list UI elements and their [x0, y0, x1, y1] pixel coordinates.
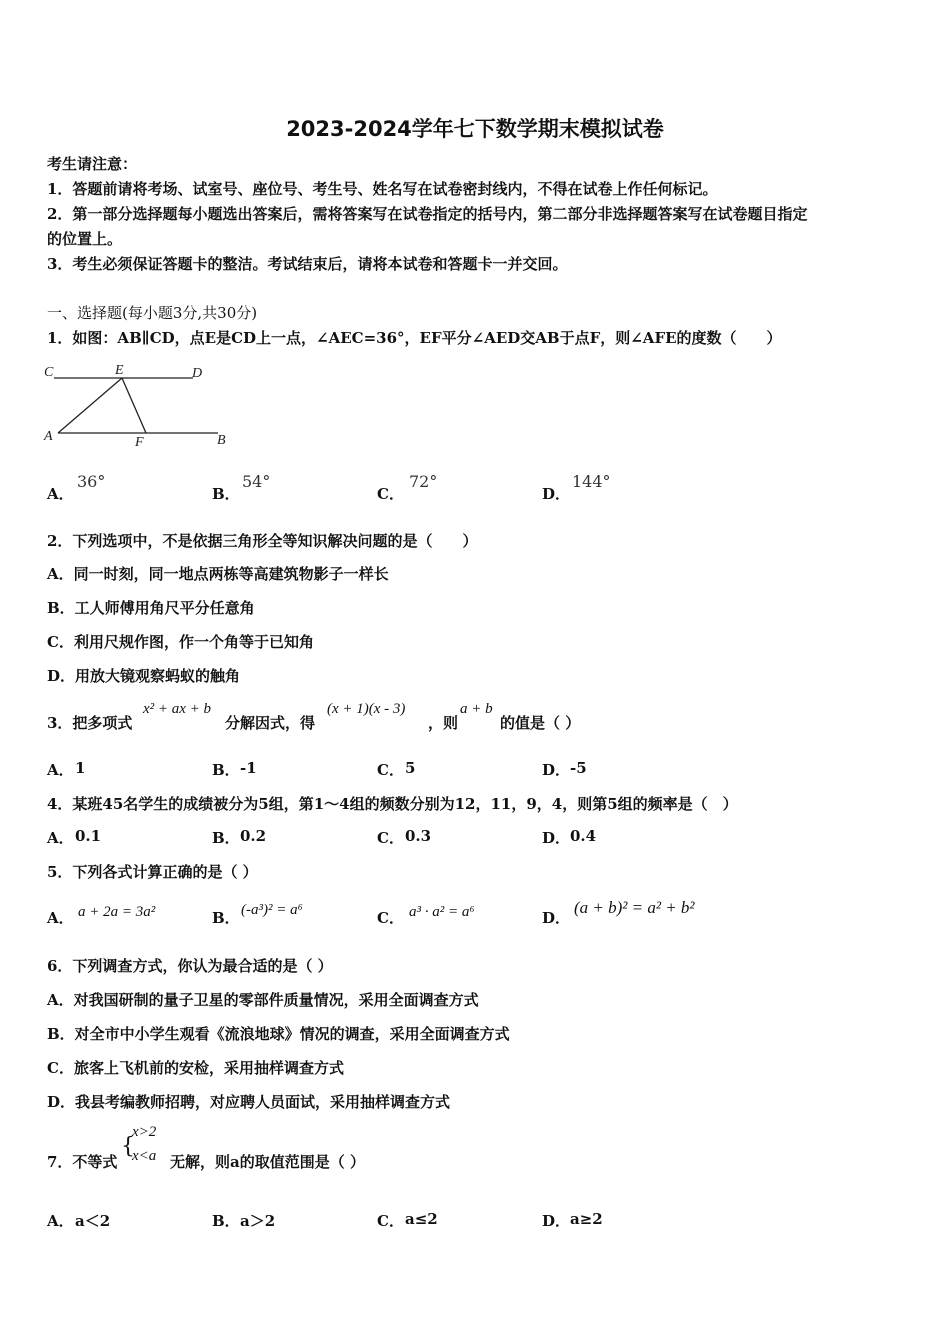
q3-option-label: B．	[212, 761, 240, 779]
q7-inequality-2: x<a	[132, 1148, 157, 1164]
q4-option-value: 0.4	[570, 827, 597, 845]
q1-option-label: D．	[542, 485, 571, 503]
q3-sum: a + b	[460, 701, 493, 717]
q3-prefix: 3．把多项式	[47, 714, 133, 732]
notice-heading: 考生请注意：	[47, 155, 138, 173]
segment-ef	[122, 378, 146, 433]
q1-figure	[40, 360, 240, 452]
label-e: E	[115, 363, 124, 378]
q4-option-label: D．	[542, 829, 571, 847]
q3-option-value: -1	[240, 759, 257, 777]
q6-option: D．我县考编教师招聘，对应聘人员面试，采用抽样调查方式	[47, 1093, 451, 1111]
q5-option-label: D．	[542, 909, 571, 927]
q4-option-label: C．	[377, 829, 404, 847]
q1-option-value: 144°	[572, 472, 611, 491]
label-a: A	[44, 429, 53, 444]
q3-option-value: -5	[570, 759, 587, 777]
q3-option-label: A．	[47, 761, 74, 779]
label-c: C	[44, 365, 54, 380]
q3-option-value: 5	[405, 759, 416, 777]
q5-option-value: (-a³)² = a⁶	[241, 902, 303, 918]
label-d: D	[192, 366, 203, 381]
q2-option: B．工人师傅用角尺平分任意角	[47, 599, 255, 617]
q5-option-value: a + 2a = 3a²	[78, 904, 156, 920]
q1-option-label: C．	[377, 485, 404, 503]
notice-item: 3．考生必须保证答题卡的整洁。考试结束后，请将本试卷和答题卡一并交回。	[47, 255, 568, 273]
q1-option-value: 36°	[77, 472, 106, 491]
notice-item: 的位置上。	[47, 230, 123, 248]
label-f: F	[135, 435, 144, 450]
q7-suffix: 无解，则a的取值范围是（ ）	[170, 1153, 365, 1171]
q1-option-value: 72°	[409, 472, 438, 491]
q2-stem: 2．下列选项中，不是依据三角形全等知识解决问题的是（ ）	[47, 532, 478, 550]
q1-option-label: B．	[212, 485, 240, 503]
q7-inequality-1: x>2	[132, 1124, 157, 1140]
q1-option-value: 54°	[242, 472, 271, 491]
q4-stem: 4．某班45名学生的成绩被分为5组，第1～4组的频数分别为12，11，9，4，则第5组的频率是（ ）	[47, 795, 738, 813]
q4-option-value: 0.3	[405, 827, 432, 845]
q3-factored: (x + 1)(x - 3)	[327, 701, 406, 717]
q4-option-label: A．	[47, 829, 74, 847]
q3-mid: 分解因式，得	[225, 714, 316, 732]
q4-option-label: B．	[212, 829, 240, 847]
q6-stem: 6．下列调查方式，你认为最合适的是（ ）	[47, 957, 333, 975]
q5-option-label: A．	[47, 909, 74, 927]
q2-option: C．利用尺规作图，作一个角等于已知角	[47, 633, 314, 651]
q5-stem: 5．下列各式计算正确的是（ ）	[47, 863, 258, 881]
q3-polynomial: x² + ax + b	[143, 701, 212, 717]
q5-option-value: a³ · a² = a⁶	[409, 904, 475, 920]
label-b: B	[217, 433, 226, 448]
q7-brace: {	[121, 1134, 135, 1159]
notice-item: 1．答题前请将考场、试室号、座位号、考生号、姓名写在试卷密封线内，不得在试卷上作任何标记。	[47, 180, 718, 198]
q4-option-value: 0.1	[75, 827, 102, 845]
q7-option-value: a＞2	[240, 1212, 276, 1230]
q5-option-label: B．	[212, 909, 240, 927]
q3-suffix: 的值是（ ）	[500, 714, 581, 732]
q7-prefix: 7．不等式	[47, 1153, 118, 1171]
q7-option-value: a≥2	[570, 1210, 603, 1228]
q4-option-value: 0.2	[240, 827, 267, 845]
q7-option-label: B．	[212, 1212, 240, 1230]
page-title: 2023-2024学年七下数学期末模拟试卷	[286, 117, 664, 141]
q2-option: D．用放大镜观察蚂蚁的触角	[47, 667, 241, 685]
q7-option-label: D．	[542, 1212, 571, 1230]
q3-option-label: D．	[542, 761, 571, 779]
q1-option-label: A．	[47, 485, 74, 503]
q5-option-value: (a + b)² = a² + b²	[574, 898, 695, 917]
q2-option: A．同一时刻，同一地点两栋等高建筑物影子一样长	[47, 565, 389, 583]
q6-option: B．对全市中小学生观看《流浪地球》情况的调查，采用全面调查方式	[47, 1025, 510, 1043]
q3-option-value: 1	[75, 759, 86, 777]
segment-ae	[58, 378, 122, 433]
q6-option: C．旅客上飞机前的安检，采用抽样调查方式	[47, 1059, 344, 1077]
q5-option-label: C．	[377, 909, 404, 927]
section-heading: 一、选择题(每小题3分,共30分)	[47, 304, 258, 322]
q7-option-value: a＜2	[75, 1212, 111, 1230]
q7-option-value: a≤2	[405, 1210, 438, 1228]
q7-option-label: C．	[377, 1212, 404, 1230]
q3-comma: ，则	[428, 714, 459, 732]
q7-option-label: A．	[47, 1212, 74, 1230]
q3-option-label: C．	[377, 761, 404, 779]
notice-item: 2．第一部分选择题每小题选出答案后，需将答案写在试卷指定的括号内，第二部分非选择题答案写在试卷题目指定	[47, 205, 808, 223]
q6-option: A．对我国研制的量子卫星的零部件质量情况，采用全面调查方式	[47, 991, 479, 1009]
q1-stem: 1．如图：AB∥CD，点E是CD上一点，∠AEC=36°，EF平分∠AED交AB于点F，则∠AFE的度数（ ）	[47, 329, 782, 347]
